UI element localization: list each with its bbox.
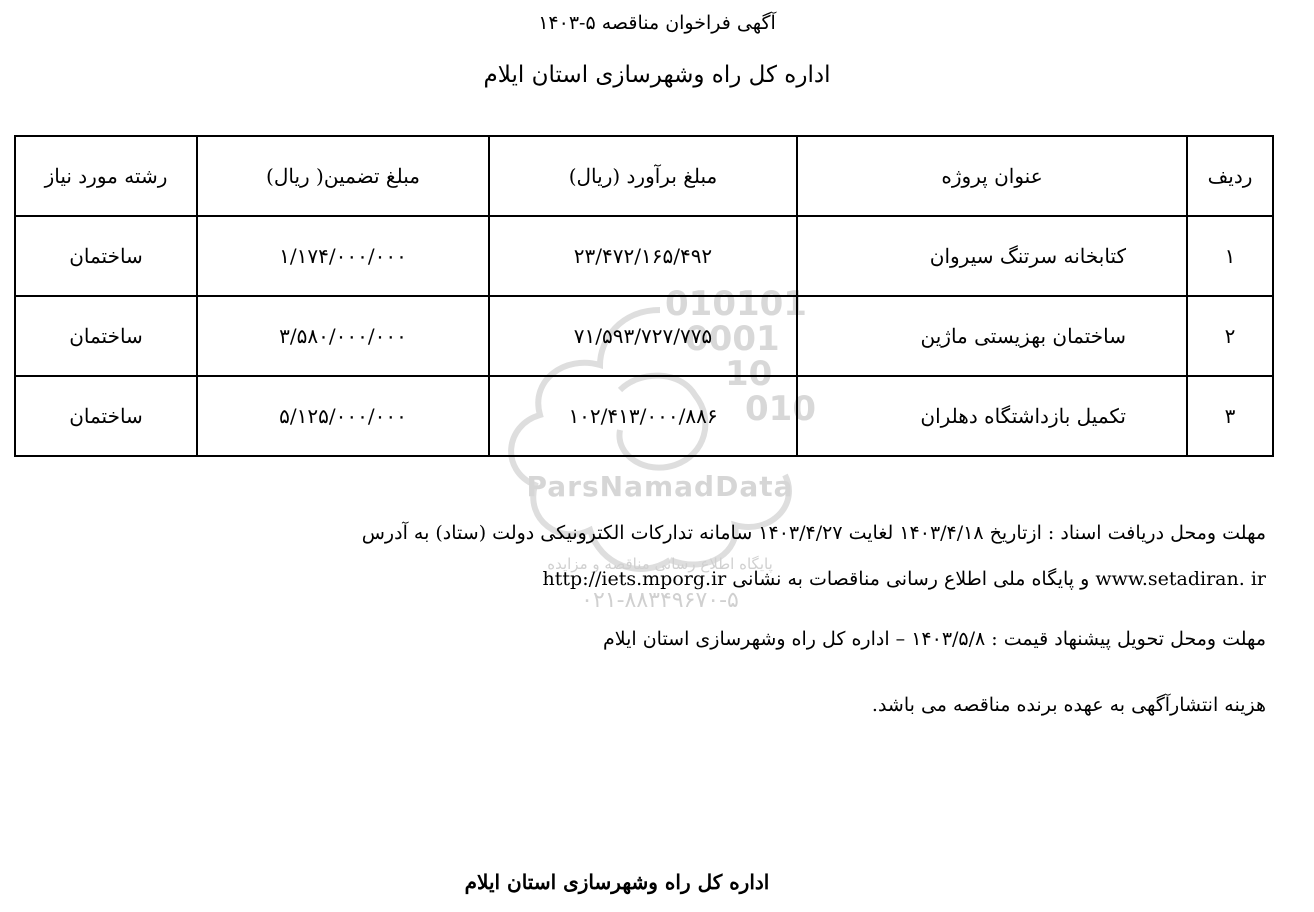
cell-project-title: تکمیل بازداشتگاه دهلران <box>797 376 1187 456</box>
header-field: رشته مورد نیاز <box>15 136 197 216</box>
watermark-phone: ۰۲۱-۸۸۳۴۹۶۷۰-۵ <box>581 588 739 613</box>
cell-guarantee: ۵/۱۲۵/۰۰۰/۰۰۰ <box>197 376 489 456</box>
header-guarantee: مبلغ تضمین( ریال) <box>197 136 489 216</box>
table-row <box>15 216 1273 296</box>
header-row-number: ردیف <box>1187 136 1273 216</box>
cell-estimate: ۷۱/۵۹۳/۷۲۷/۷۷۵ <box>489 296 797 376</box>
table-header-row <box>15 136 1273 216</box>
table-row <box>15 296 1273 376</box>
document-deadline-text: مهلت ومحل دریافت اسناد : ازتاریخ ۱۴۰۳/۴/۱۸ لغایت ۱۴۰۳/۴/۲۷ سامانه تدارکات الکترونیکی دولت (ستاد) به آدرس <box>361 522 1266 544</box>
notice-title: آگهی فراخوان مناقصه ۵-۱۴۰۳ <box>538 12 776 34</box>
cell-estimate: ۱۰۲/۴۱۳/۰۰۰/۸۸۶ <box>489 376 797 456</box>
submission-deadline-text: مهلت ومحل تحویل پیشنهاد قیمت : ۱۴۰۳/۵/۸ – اداره کل راه وشهرسازی استان ایلام <box>603 628 1266 650</box>
organization-title: اداره کل راه وشهرسازی استان ایلام <box>483 62 831 88</box>
cell-field: ساختمان <box>15 216 197 296</box>
cell-row-number: ۳ <box>1187 376 1273 456</box>
svg-text:0001: 0001 <box>685 319 780 359</box>
table-row <box>15 376 1273 456</box>
cell-field: ساختمان <box>15 296 197 376</box>
cell-row-number: ۱ <box>1187 216 1273 296</box>
cell-field: ساختمان <box>15 376 197 456</box>
svg-text:010: 010 <box>745 389 816 429</box>
cell-row-number: ۲ <box>1187 296 1273 376</box>
websites-text: www.setadiran. ir و پایگاه ملی اطلاع رسانی مناقصات به نشانی http://iets.mporg.ir <box>542 568 1266 590</box>
tender-table <box>14 135 1274 457</box>
footer-signature: اداره کل راه وشهرسازی استان ایلام <box>464 870 770 894</box>
svg-text:010101: 010101 <box>665 284 807 324</box>
svg-text:10: 10 <box>725 354 773 394</box>
header-project-title: عنوان پروژه <box>797 136 1187 216</box>
publication-cost-text: هزینه انتشارآگهی به عهده برنده مناقصه می باشد. <box>871 694 1266 716</box>
cell-guarantee: ۳/۵۸۰/۰۰۰/۰۰۰ <box>197 296 489 376</box>
cell-estimate: ۲۳/۴۷۲/۱۶۵/۴۹۲ <box>489 216 797 296</box>
cell-guarantee: ۱/۱۷۴/۰۰۰/۰۰۰ <box>197 216 489 296</box>
watermark-brand: ParsNamadData <box>526 470 794 503</box>
cell-project-title: کتابخانه سرتنگ سیروان <box>797 216 1187 296</box>
cell-project-title: ساختمان بهزیستی ماژین <box>797 296 1187 376</box>
header-estimate: مبلغ برآورد (ریال) <box>489 136 797 216</box>
watermark-subtitle: پایگاه اطلاع رسانی مناقصه و مزایده <box>547 555 773 573</box>
